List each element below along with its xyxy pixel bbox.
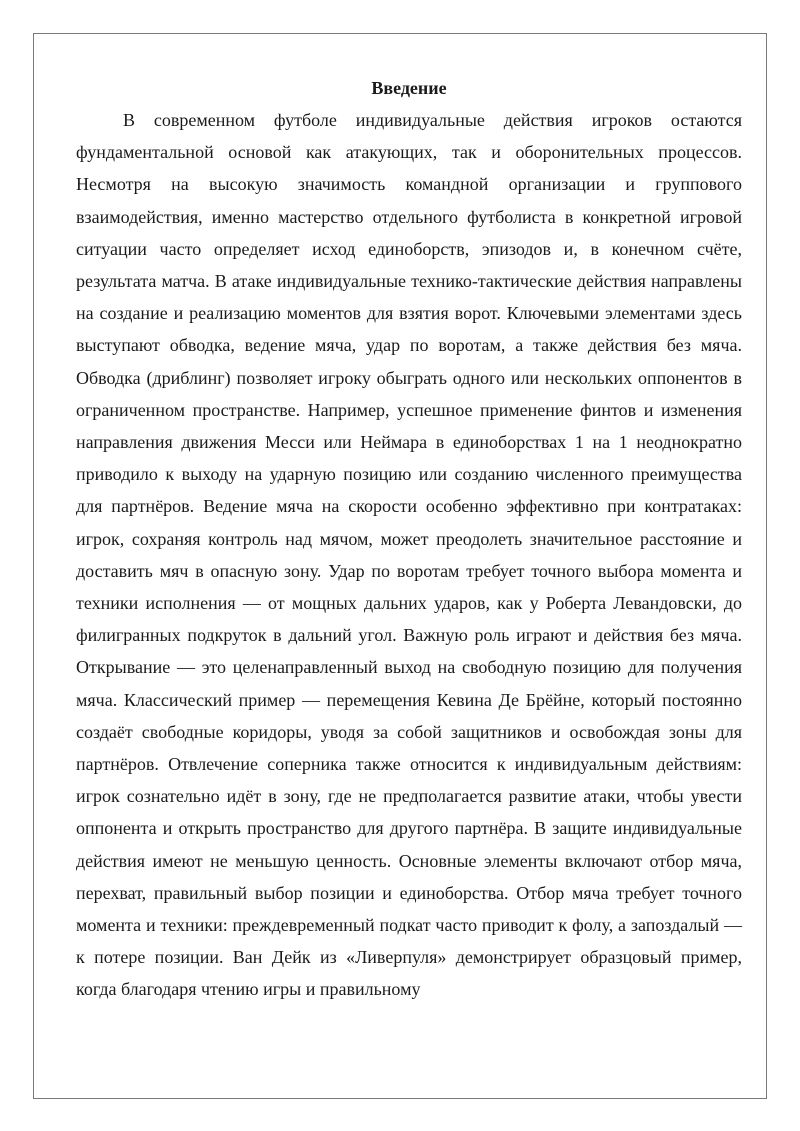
page-content: [76, 74, 742, 1006]
body-paragraph: В современном футболе индивидуальные действия игроков остаются фундаментальной основой как атакующих, так и оборонительных процессов. Несмотря на высокую значимость командной организации и группового взаимодействия, именно мастерство отдельного футболиста в конкретной игровой ситуации часто определяет исход единоборств, эпизодов и, в конечном счёте, результата матча. В атаке индивидуальные технико-тактические действия направлены на создание и реализацию моментов для взятия ворот. Ключевыми элементами здесь выступают обводка, ведение мяча, удар по воротам, а также действия без мяча. Обводка (дриблинг) позволяет игроку обыграть одного или нескольких оппонентов в ограниченном пространстве. Например, успешное применение финтов и изменения направления движения Месси или Неймара в единоборствах 1 на 1 неоднократно приводило к выходу на ударную позицию или созданию численного преимущества для партнёров. Ведение мяча на скорости особенно эффективно при контратаках: игрок, сохраняя контроль над мячом, может преодолеть значительное расстояние и доставить мяч в опасную зону. Удар по воротам требует точного выбора момента и техники исполнения — от мощных дальних ударов, как у Роберта Левандовски, до филигранных подкруток в дальний угол. Важную роль играют и действия без мяча. Открывание — это целенаправленный выход на свободную позицию для получения мяча. Классический пример — перемещения Кевина Де Брёйне, который постоянно создаёт свободные коридоры, уводя за собой защитников и освобождая зоны для партнёров. Отвлечение соперника также относится к индивидуальным действиям: игрок сознательно идёт в зону, где не предполагается развитие атаки, чтобы увести оппонента и открыть пространство для другого партнёра. В защите индивидуальные действия имеют не меньшую ценность. Основные элементы включают отбор мяча, перехват, правильный выбор позиции и единоборства. Отбор мяча требует точного момента и техники: преждевременный подкат часто приводит к фолу, а запоздалый — к потере позиции. Ван Дейк из «Ливерпуля» демонстрирует образцовый пример, когда благодаря чтению игры и правильному: [76, 110, 742, 1000]
document-page: [33, 33, 767, 1099]
section-title: Введение: [371, 78, 447, 98]
